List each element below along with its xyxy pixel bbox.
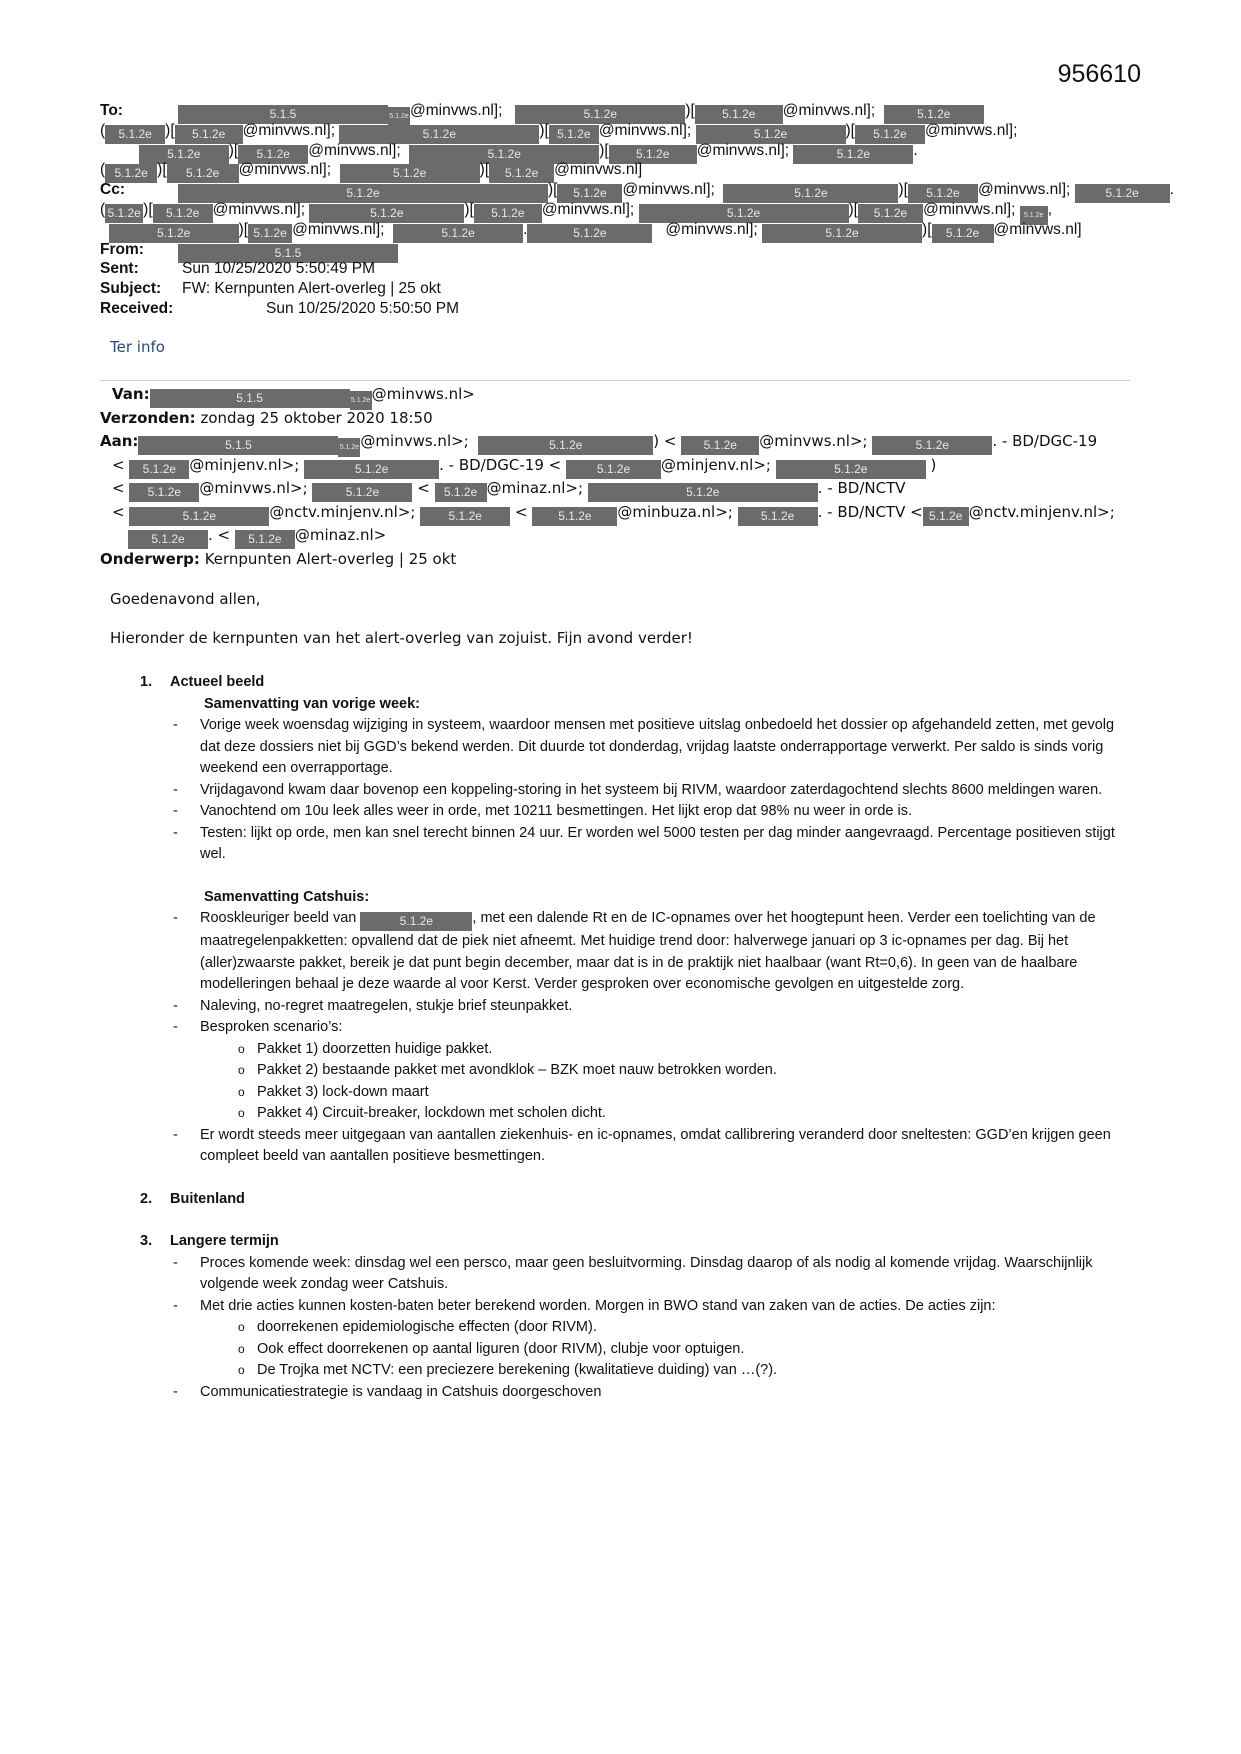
redaction: 5.1.2e <box>109 224 239 243</box>
aan-line <box>100 477 1160 501</box>
email-fragment: @minvws.nl]; <box>977 181 1071 199</box>
redaction: 5.1.2e <box>549 125 599 144</box>
from-label: From: <box>100 240 144 258</box>
list-item <box>140 1017 1130 1125</box>
email-fragment: )[ <box>479 161 490 179</box>
redaction: 5.1.2e <box>360 912 472 931</box>
redaction: 5.1.2e <box>793 145 913 164</box>
email-fragment: )[ <box>898 181 908 199</box>
to-line <box>100 160 1160 180</box>
email-fragment: )[ <box>157 161 167 179</box>
redaction: 5.1.2e <box>238 145 308 164</box>
redaction: 5.1.2e <box>762 224 922 243</box>
redaction: 5.1.2e <box>129 507 269 526</box>
sub-list-item: o Pakket 1) doorzetten huidige pakket. <box>200 1039 1130 1061</box>
email-fragment: )[ <box>548 181 558 199</box>
redaction: 5.1.5 <box>150 389 350 408</box>
redaction: 5.1.2e <box>557 184 622 203</box>
redaction: 5.1.2e <box>409 145 599 164</box>
redaction: 5.1.2e <box>639 204 849 223</box>
sub-list <box>200 1039 1130 1125</box>
email-fragment: @minaz.nl>; <box>486 479 584 497</box>
redaction: 5.1.2e <box>105 125 165 144</box>
received-value: Sun 10/25/2020 5:50:50 PM <box>266 299 460 317</box>
list-item-text: Besproken scenario’s: <box>200 1019 343 1035</box>
email-fragment: . <box>913 141 918 159</box>
redaction: 5.1.2e <box>872 436 992 455</box>
received-label: Received: <box>100 299 174 317</box>
email-fragment: @minvws.nl]; <box>782 102 876 119</box>
memo-body <box>140 672 1130 1403</box>
bullet-list <box>140 1253 1130 1404</box>
list-item-text: , met een dalende Rt en de IC-opnames over het hoogtepunt heen. Verder een toelichting van de maatregelenpakketten: opvallend dat de piek niet afneemt. Met huidige trend door: halverwege januari op 3 ic-opnames per dag. Bij het (aller)zwaarste pakket, bereik je dat punt begin december, maar dat is in de praktijk niet haalbaar (want Rt=0,6). In geen van de haalbare modelleringen behaal je deze waarde al voor Kerst. Verder gesproken over economische gevolgen en uitgestelde zorg. <box>200 910 1096 992</box>
aan-line <box>100 430 1160 454</box>
redaction: 5.1.2e <box>681 436 759 455</box>
from-redaction: 5.1.5 <box>178 244 398 263</box>
email-fragment: . <box>1169 181 1174 199</box>
subject-label: Subject: <box>100 280 162 298</box>
aan-label: Aan: <box>100 432 139 450</box>
onderwerp-line <box>100 548 1160 572</box>
list-item <box>140 1296 1130 1382</box>
redaction: 5.1.2e <box>1075 184 1170 203</box>
email-fragment: ( <box>100 121 106 139</box>
aan-line <box>100 501 1160 525</box>
section-number: 2. <box>140 1190 153 1207</box>
sent-label: Sent: <box>100 260 139 278</box>
onderwerp-value: Kernpunten Alert-overleg | 25 okt <box>204 549 457 568</box>
intro-text: Hieronder de kernpunten van het alert-overleg van zojuist. Fijn avond verder! <box>110 629 693 647</box>
list-item <box>140 908 1130 996</box>
section-title: Actueel beeld <box>170 674 265 690</box>
section-title: Langere termijn <box>170 1233 279 1249</box>
email-fragment: . <box>523 220 528 238</box>
list-item: - Vrijdagavond kwam daar bovenop een koppeling-storing in het systeem bij RIVM, waardoor zaterdagochtend slechts 8600 meldingen waren. <box>140 780 1130 802</box>
list-item: - Testen: lijkt op orde, men kan snel terecht binnen 24 uur. Er worden wel 5000 testen per dag minder aangevraagd. Percentage positieven stijgt wel. <box>140 823 1130 866</box>
redaction: 5.1.2e <box>738 507 818 526</box>
email-fragment: @nctv.minjenv.nl>; <box>269 502 416 521</box>
email-fragment: . < <box>208 526 231 544</box>
section-title: Buitenland <box>170 1190 245 1207</box>
to-line <box>100 141 1160 161</box>
to-line <box>100 121 1160 141</box>
redaction: 5.1.2e <box>566 460 661 479</box>
list-item-text: Rooskleuriger beeld van <box>200 910 357 926</box>
email-fragment: @minvws.nl]; <box>242 121 336 139</box>
email-fragment: @minvws.nl>; <box>360 432 469 450</box>
bullet-list <box>140 908 1130 1168</box>
email-fragment: )[ <box>464 200 474 218</box>
email-fragment: )[ <box>599 141 609 159</box>
redaction: 5.1.2e <box>723 184 898 203</box>
email-fragment: @minvws.nl] <box>554 161 643 179</box>
redaction: 5.1.2e <box>105 204 143 223</box>
email-fragment: @minvws.nl]; <box>212 200 306 218</box>
email-fragment: @minvws.nl>; <box>199 479 308 497</box>
email-fragment: @minvws.nl]; <box>541 200 635 218</box>
redaction: 5.1.2e <box>695 105 783 124</box>
cc-line <box>100 200 1160 220</box>
to-line <box>100 101 1160 121</box>
redaction: 5.1.2e <box>129 460 189 479</box>
email-fragment: , <box>1047 200 1052 218</box>
verzonden-value: zondag 25 oktober 2020 18:50 <box>200 408 433 427</box>
email-fragment: @minaz.nl> <box>294 526 387 544</box>
section-heading <box>140 672 1130 694</box>
email-fragment: )[ <box>845 121 855 139</box>
divider <box>100 380 1130 381</box>
redaction: 5.1.2e <box>855 125 925 144</box>
subject-value: FW: Kernpunten Alert-overleg | 25 okt <box>182 280 441 298</box>
redaction: 5.1.2e <box>420 507 510 526</box>
list-item: - Er wordt steeds meer uitgegaan van aantallen ziekenhuis- en ic-opnames, omdat callibrering veranderd door sneltesten: GGD’en krijgen geen compleet beeld van aantallen positieve besmettingen. <box>140 1125 1130 1168</box>
redaction: 5.1.2e <box>1020 206 1048 225</box>
email-fragment: @minvws.nl]; <box>924 121 1018 139</box>
redaction: 5.1.2e <box>312 483 412 502</box>
redaction: 5.1.2e <box>388 107 410 126</box>
sub-list-item: o Ook effect doorrekenen op aantal liguren (door RIVM), clubje voor optuigen. <box>200 1339 1130 1361</box>
document-number: 956610 <box>1057 60 1141 88</box>
redaction: 5.1.2e <box>527 224 652 243</box>
email-fragment: ( <box>100 161 106 179</box>
received-line <box>100 299 1160 319</box>
redaction: 5.1.2e <box>248 224 292 243</box>
email-fragment: @minbuza.nl>; <box>617 502 733 521</box>
email-fragment: )[ <box>848 200 858 218</box>
list-item: - Vanochtend om 10u leek alles weer in orde, met 10211 besmettingen. Het lijkt erop dat 98% nu weer in orde is. <box>140 801 1130 823</box>
forwarded-header <box>100 383 1160 571</box>
aan-line <box>100 454 1160 478</box>
redaction: 5.1.2e <box>884 105 984 124</box>
sub-list-item: o Pakket 4) Circuit-breaker, lockdown met scholen dicht. <box>200 1103 1130 1125</box>
sent-value: Sun 10/25/2020 5:50:49 PM <box>182 260 376 278</box>
email-fragment: < <box>417 479 430 497</box>
list-item: - Naleving, no-regret maatregelen, stukje brief steunpakket. <box>140 996 1130 1018</box>
redaction: 5.1.2e <box>339 125 539 144</box>
subject-line <box>100 279 1160 299</box>
redaction: 5.1.2e <box>858 204 923 223</box>
redaction: 5.1.2e <box>350 391 372 410</box>
email-fragment: )[ <box>539 121 549 139</box>
email-fragment: @minvws.nl]; <box>598 121 692 139</box>
email-fragment: < <box>112 502 125 521</box>
email-fragment: )[ <box>165 121 175 139</box>
redaction: 5.1.2e <box>309 204 464 223</box>
ter-info-note: Ter info <box>110 338 165 356</box>
redaction: 5.1.2e <box>696 125 846 144</box>
redaction: 5.1.2e <box>129 483 199 502</box>
redaction: 5.1.2e <box>588 483 818 502</box>
aan-line <box>100 524 1160 548</box>
redaction: 5.1.2e <box>139 145 229 164</box>
email-fragment: @minjenv.nl>; <box>661 455 771 474</box>
email-fragment: )[ <box>238 220 249 238</box>
email-fragment: )[ <box>922 220 932 238</box>
redaction: 5.1.2e <box>338 438 360 457</box>
redaction: 5.1.5 <box>178 105 388 124</box>
van-line <box>100 383 1160 407</box>
redaction: 5.1.2e <box>932 224 994 243</box>
sent-line <box>100 259 1160 279</box>
cc-line <box>100 180 1174 201</box>
email-fragment: @minvws.nl]; <box>308 141 401 159</box>
redaction: 5.1.2e <box>923 507 969 526</box>
redaction: 5.1.2e <box>175 125 243 144</box>
verzonden-line <box>100 407 1160 431</box>
email-fragment: . - BD/DGC-19 <box>992 432 1098 450</box>
redaction: 5.1.2e <box>489 164 554 183</box>
redaction: 5.1.2e <box>478 436 653 455</box>
email-fragment: @minvws.nl]; <box>292 220 385 238</box>
onderwerp-label: Onderwerp: <box>100 549 200 568</box>
sub-list-item: o Pakket 2) bestaande pakket met avondklok – BZK moet nauw betrokken worden. <box>200 1060 1130 1082</box>
redaction: 5.1.2e <box>908 184 978 203</box>
email-fragment: . - BD/NCTV < <box>817 502 923 521</box>
cc-line <box>100 220 1160 240</box>
redaction: 5.1.2e <box>105 164 157 183</box>
email-fragment: @minvws.nl]; <box>696 141 790 159</box>
list-item: - Proces komende week: dinsdag wel een persco, maar geen besluitvorming. Dinsdag daarop of als nodig al komende vrijdag. Waarschijnlijk volgende week zondag weer Catshuis. <box>140 1253 1130 1296</box>
redaction: 5.1.2e <box>304 460 439 479</box>
redaction: 5.1.2e <box>393 224 523 243</box>
section-number: 1. <box>140 674 153 690</box>
email-fragment: < <box>515 502 528 521</box>
section-heading <box>140 1189 1130 1211</box>
bullet-list <box>140 715 1130 866</box>
email-fragment: @minjenv.nl>; <box>189 455 300 474</box>
list-item: - Vorige week woensdag wijziging in systeem, waardoor mensen met positieve uitslag onbedoeld het dossier op afgehandeld zetten, met gevolg dat deze dossiers niet bij GGD’s bekend werden. Dit duurde tot donderdag, vrijdag laatste onderrapportage verwerkt. Per saldo is sinds vorig weekend een overrapportage. <box>140 715 1130 780</box>
section-number: 3. <box>140 1233 153 1249</box>
email-fragment: @minvws.nl> <box>371 385 475 403</box>
sub-list-item: o De Trojka met NCTV: een preciezere berekening (kwalitatieve duiding) van …(?). <box>200 1360 1130 1382</box>
section-heading <box>140 1231 1130 1253</box>
email-fragment: @minvws.nl]; <box>622 181 715 199</box>
greeting: Goedenavond allen, <box>110 590 261 608</box>
email-fragment: @minvws.nl] <box>993 220 1082 238</box>
subheading: Samenvatting van vorige week: <box>204 695 420 712</box>
redaction: 5.1.2e <box>178 184 548 203</box>
redaction: 5.1.2e <box>340 164 480 183</box>
email-fragment: )[ <box>228 141 239 159</box>
email-fragment: ) < <box>653 432 677 450</box>
redaction: 5.1.2e <box>167 164 239 183</box>
sub-list-item: o doorrekenen epidemiologische effecten (door RIVM). <box>200 1317 1130 1339</box>
redaction: 5.1.2e <box>532 507 617 526</box>
to-label: To: <box>100 102 123 119</box>
email-fragment: @nctv.minjenv.nl>; <box>968 502 1115 521</box>
redaction: 5.1.5 <box>138 436 338 455</box>
sub-list <box>200 1317 1130 1382</box>
redaction: 5.1.2e <box>515 105 685 124</box>
email-fragment: < <box>112 479 125 497</box>
email-fragment: @minvws.nl]; <box>238 161 332 179</box>
email-fragment: < <box>112 455 125 474</box>
email-fragment: @minvws.nl]; <box>922 200 1016 218</box>
redaction: 5.1.2e <box>776 460 926 479</box>
redaction: 5.1.2e <box>474 204 542 223</box>
list-item: - Communicatiestrategie is vandaag in Catshuis doorgeschoven <box>140 1382 1130 1404</box>
email-fragment: ( <box>100 200 106 218</box>
redaction: 5.1.2e <box>609 145 697 164</box>
redaction: 5.1.2e <box>235 530 295 549</box>
email-fragment: . - BD/NCTV <box>817 479 906 497</box>
verzonden-label: Verzonden: <box>100 408 196 427</box>
email-header <box>100 101 1174 319</box>
email-fragment: @minvws.nl>; <box>759 432 868 450</box>
email-fragment: )[ <box>143 200 153 218</box>
sub-list-item: o Pakket 3) lock-down maart <box>200 1082 1130 1104</box>
email-fragment: @minvws.nl]; <box>665 220 758 238</box>
email-fragment: . - BD/DGC-19 < <box>439 455 562 474</box>
subheading: Samenvatting Catshuis: <box>204 888 370 905</box>
cc-label: Cc: <box>100 181 125 199</box>
van-label: Van: <box>112 385 150 403</box>
email-fragment: )[ <box>685 102 695 119</box>
redaction: 5.1.2e <box>153 204 213 223</box>
redaction: 5.1.2e <box>128 530 208 549</box>
email-fragment: @minvws.nl]; <box>410 102 503 119</box>
email-fragment: ) <box>930 455 937 474</box>
redaction: 5.1.2e <box>435 483 487 502</box>
list-item-text: Met drie acties kunnen kosten-baten beter berekend worden. Morgen in BWO stand van zaken van de acties. De acties zijn: <box>200 1297 996 1314</box>
